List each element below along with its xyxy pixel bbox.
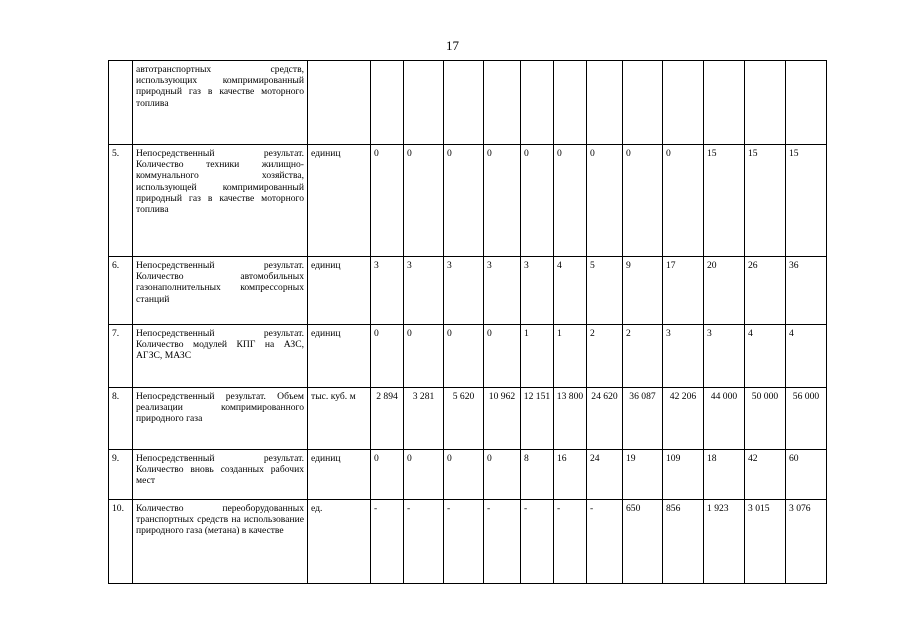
value-cell: 3: [404, 257, 444, 325]
row-number-cell: [109, 61, 133, 145]
value-cell: 109: [663, 450, 704, 500]
value-cell: 3 076: [786, 500, 827, 584]
value-cell: [745, 61, 786, 145]
row-description-cell: Непосредственный результат. Количество модулей КПГ на АЗС, АГЗС, МАЗС: [133, 325, 308, 388]
value-cell: 3 281: [404, 388, 444, 450]
value-cell: 0: [404, 450, 444, 500]
value-cell: 0: [587, 145, 623, 257]
row-unit-cell: ед.: [308, 500, 371, 584]
value-cell: 856: [663, 500, 704, 584]
value-cell: 0: [371, 145, 404, 257]
table-row: [109, 257, 827, 325]
value-cell: 3: [484, 257, 521, 325]
value-cell: 17: [663, 257, 704, 325]
row-unit-cell: единиц: [308, 450, 371, 500]
table-row: [109, 500, 827, 584]
value-cell: 3: [704, 325, 745, 388]
value-cell: [404, 61, 444, 145]
value-cell: 10 962: [484, 388, 521, 450]
row-unit-cell: единиц: [308, 257, 371, 325]
row-description-cell: Непосредственный результат. Количество вновь созданных рабочих мест: [133, 450, 308, 500]
value-cell: [484, 61, 521, 145]
page-number: 17: [446, 38, 459, 53]
value-cell: [623, 61, 663, 145]
table-row: [109, 450, 827, 500]
value-cell: [587, 61, 623, 145]
table-row: [109, 325, 827, 388]
indicators-table: [108, 60, 827, 584]
value-cell: 2: [587, 325, 623, 388]
row-number-cell: 5.: [109, 145, 133, 257]
value-cell: 4: [554, 257, 587, 325]
value-cell: 1 923: [704, 500, 745, 584]
row-unit-cell: единиц: [308, 325, 371, 388]
value-cell: 15: [704, 145, 745, 257]
value-cell: 50 000: [745, 388, 786, 450]
value-cell: -: [371, 500, 404, 584]
row-number-cell: 6.: [109, 257, 133, 325]
value-cell: 0: [444, 145, 484, 257]
value-cell: 0: [484, 450, 521, 500]
value-cell: 5 620: [444, 388, 484, 450]
value-cell: 3 015: [745, 500, 786, 584]
value-cell: 2 894: [371, 388, 404, 450]
value-cell: 60: [786, 450, 827, 500]
row-description-cell: Непосредственный результат. Количество автомобильных газонаполнительных компрессорных станций: [133, 257, 308, 325]
value-cell: 18: [704, 450, 745, 500]
value-cell: 0: [663, 145, 704, 257]
value-cell: 3: [371, 257, 404, 325]
row-number-cell: 10.: [109, 500, 133, 584]
row-unit-cell: тыс. куб. м: [308, 388, 371, 450]
value-cell: -: [404, 500, 444, 584]
value-cell: 0: [623, 145, 663, 257]
value-cell: 9: [623, 257, 663, 325]
value-cell: -: [554, 500, 587, 584]
value-cell: [704, 61, 745, 145]
value-cell: [786, 61, 827, 145]
value-cell: 0: [371, 325, 404, 388]
value-cell: 0: [444, 450, 484, 500]
value-cell: [663, 61, 704, 145]
value-cell: 0: [444, 325, 484, 388]
value-cell: 3: [663, 325, 704, 388]
table-row: [109, 388, 827, 450]
row-unit-cell: [308, 61, 371, 145]
value-cell: 3: [444, 257, 484, 325]
row-number-cell: 8.: [109, 388, 133, 450]
row-number-cell: 9.: [109, 450, 133, 500]
value-cell: 44 000: [704, 388, 745, 450]
value-cell: 15: [786, 145, 827, 257]
value-cell: 42 206: [663, 388, 704, 450]
value-cell: 36 087: [623, 388, 663, 450]
value-cell: 16: [554, 450, 587, 500]
row-description-cell: Непосредственный результат. Количество техники жилищно-коммунального хозяйства, использующей компримированный природный газ в качестве моторного топлива: [133, 145, 308, 257]
table-row: [109, 145, 827, 257]
value-cell: 13 800: [554, 388, 587, 450]
value-cell: 15: [745, 145, 786, 257]
value-cell: 650: [623, 500, 663, 584]
value-cell: -: [444, 500, 484, 584]
value-cell: 56 000: [786, 388, 827, 450]
value-cell: -: [484, 500, 521, 584]
value-cell: 0: [554, 145, 587, 257]
value-cell: -: [521, 500, 554, 584]
row-description-cell: Количество переоборудованных транспортных средств на использование природного газа (метана) в качестве: [133, 500, 308, 584]
value-cell: 12 151: [521, 388, 554, 450]
value-cell: 2: [623, 325, 663, 388]
value-cell: -: [587, 500, 623, 584]
value-cell: [521, 61, 554, 145]
value-cell: 36: [786, 257, 827, 325]
value-cell: 0: [484, 325, 521, 388]
row-description-cell: автотранспортных средств, использующих компримированный природный газ в качестве моторного топлива: [133, 61, 308, 145]
value-cell: [444, 61, 484, 145]
value-cell: 4: [745, 325, 786, 388]
row-number-cell: 7.: [109, 325, 133, 388]
row-unit-cell: единиц: [308, 145, 371, 257]
value-cell: 8: [521, 450, 554, 500]
value-cell: 0: [521, 145, 554, 257]
value-cell: 1: [521, 325, 554, 388]
value-cell: 1: [554, 325, 587, 388]
value-cell: 19: [623, 450, 663, 500]
value-cell: 24 620: [587, 388, 623, 450]
value-cell: [554, 61, 587, 145]
value-cell: 42: [745, 450, 786, 500]
value-cell: 0: [404, 325, 444, 388]
value-cell: 0: [404, 145, 444, 257]
row-description-cell: Непосредственный результат. Объем реализации компримированного природного газа: [133, 388, 308, 450]
value-cell: 26: [745, 257, 786, 325]
value-cell: 0: [484, 145, 521, 257]
value-cell: 4: [786, 325, 827, 388]
value-cell: [371, 61, 404, 145]
value-cell: 0: [371, 450, 404, 500]
value-cell: 5: [587, 257, 623, 325]
value-cell: 24: [587, 450, 623, 500]
value-cell: 3: [521, 257, 554, 325]
value-cell: 20: [704, 257, 745, 325]
table-row-continuation: [109, 61, 827, 145]
